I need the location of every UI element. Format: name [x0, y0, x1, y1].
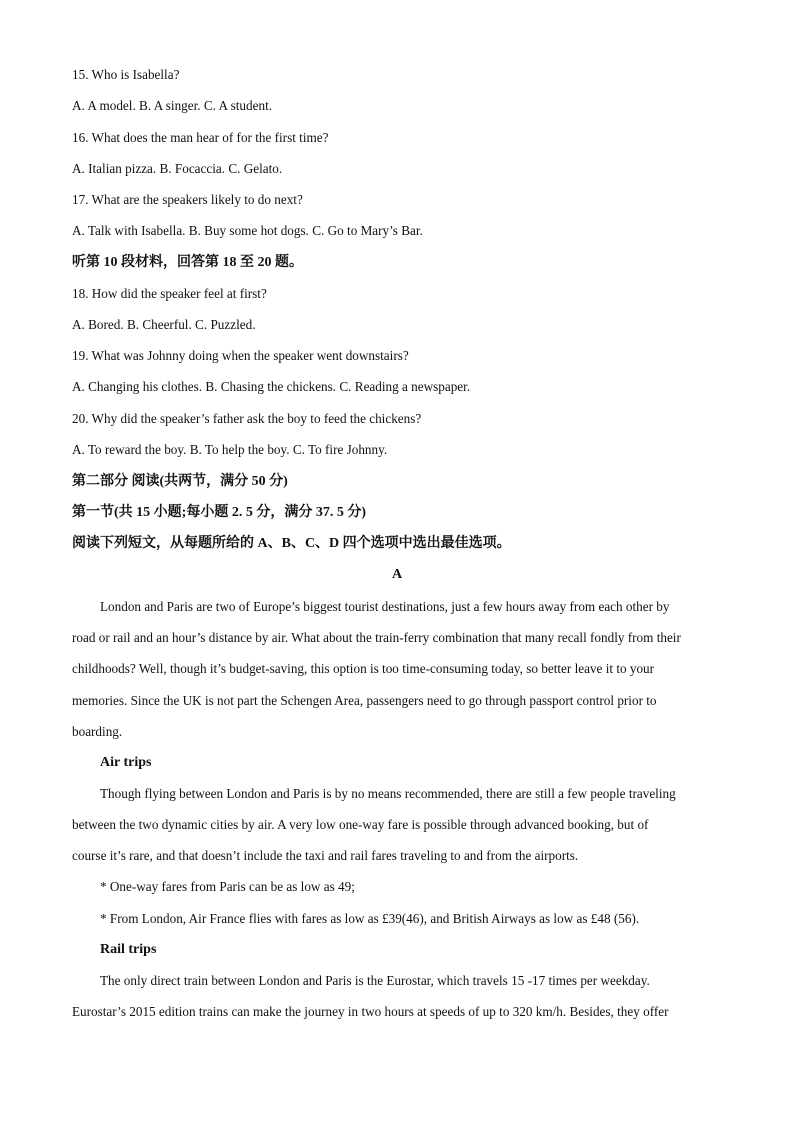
paragraph-line: Though flying between London and Paris is by no means recommended, there are still a few people traveling — [100, 786, 676, 801]
paragraph-line: course it’s rare, and that doesn’t include the taxi and rail fares traveling to and from the airports. — [72, 848, 579, 864]
air-bullet: * From London, Air France flies with fares as low as £39(46), and British Airways as low as £48 (56). — [100, 911, 640, 926]
paragraph-line: London and Paris are two of Europe’s biggest tourist destinations, just a few hours away from each other by — [100, 599, 670, 614]
rail-trips-heading: Rail trips — [100, 942, 157, 957]
question-15-options: A. A model. B. A singer. C. A student. — [72, 98, 273, 113]
question-17: 17. What are the speakers likely to do next? — [72, 192, 303, 207]
paragraph-line: road or rail and an hour’s distance by air. What about the train-ferry combination that many recall fondly from their — [72, 630, 681, 646]
question-19-options: A. Changing his clothes. B. Chasing the chickens. C. Reading a newspaper. — [72, 379, 471, 394]
question-16-options: A. Italian pizza. B. Focaccia. C. Gelato. — [72, 161, 283, 176]
question-20: 20. Why did the speaker’s father ask the boy to feed the chickens? — [72, 411, 422, 426]
paragraph-line: The only direct train between London and Paris is the Eurostar, which travels 15 -17 times per weekday. — [100, 973, 650, 988]
paragraph-line: between the two dynamic cities by air. A very low one-way fare is possible through advanced booking, but of — [72, 817, 649, 833]
question-18: 18. How did the speaker feel at first? — [72, 286, 267, 301]
question-18-options: A. Bored. B. Cheerful. C. Puzzled. — [72, 317, 256, 332]
section10-heading: 听第 10 段材料，回答第 18 至 20 题。 — [72, 255, 303, 270]
question-15: 15. Who is Isabella? — [72, 67, 180, 82]
paragraph-line: childhoods? Well, though it’s budget-saving, this option is too time-consuming today, so better leave it to your — [72, 661, 655, 677]
intro-paragraph — [72, 598, 722, 754]
question-16: 16. What does the man hear of for the first time? — [72, 130, 329, 145]
question-19: 19. What was Johnny doing when the speaker went downstairs? — [72, 348, 409, 363]
air-bullet: * One-way fares from Paris can be as low as 49; — [100, 879, 355, 894]
question-17-options: A. Talk with Isabella. B. Buy some hot dogs. C. Go to Mary’s Bar. — [72, 223, 423, 238]
rail-paragraph — [72, 972, 722, 1034]
reading-instruction: 阅读下列短文，从每题所给的 A、B、C、D 四个选项中选出最佳选项。 — [72, 536, 511, 551]
air-trips-heading: Air trips — [100, 755, 152, 770]
paragraph-line: memories. Since the UK is not part the Schengen Area, passengers need to go through passport control prior to — [72, 692, 657, 708]
air-paragraph — [72, 785, 722, 879]
paragraph-line: Eurostar’s 2015 edition trains can make the journey in two hours at speeds of up to 320 km/h. Besides, they offer — [72, 1004, 669, 1020]
part2-title: 第二部分 阅读(共两节，满分 50 分) — [72, 474, 288, 489]
section1-title: 第一节(共 15 小题;每小题 2. 5 分，满分 37. 5 分) — [72, 505, 366, 520]
paragraph-line: boarding. — [72, 723, 123, 739]
question-20-options: A. To reward the boy. B. To help the boy. C. To fire Johnny. — [72, 442, 388, 457]
passage-label: A — [391, 567, 403, 582]
